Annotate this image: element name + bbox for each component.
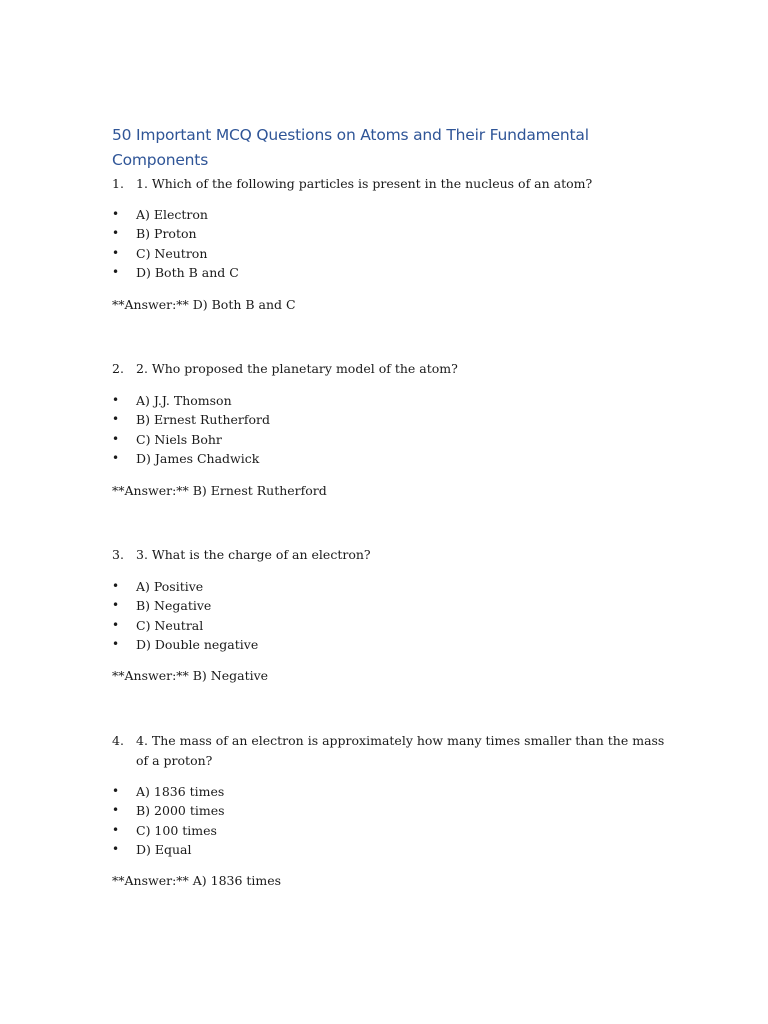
bullet-icon: • bbox=[112, 450, 120, 465]
question-text: 4. The mass of an electron is approximately how many times smaller than the mass of a proton? bbox=[136, 733, 665, 768]
bullet-icon: • bbox=[112, 393, 120, 407]
options-list bbox=[112, 205, 239, 282]
bullet-icon: • bbox=[112, 803, 120, 818]
option-text: A) 1836 times bbox=[136, 784, 225, 799]
option-text: D) Equal bbox=[136, 841, 192, 857]
option-text: C) Niels Bohr bbox=[136, 431, 222, 447]
option-text: A) Positive bbox=[136, 579, 204, 594]
list-item bbox=[112, 782, 225, 801]
bullet-icon: • bbox=[112, 822, 120, 837]
bullet-icon: • bbox=[112, 617, 120, 632]
option-text: C) Neutron bbox=[136, 245, 208, 261]
question-number: 1. bbox=[112, 176, 124, 191]
list-item bbox=[112, 635, 258, 654]
question-text: 1. Which of the following particles is present in the nucleus of an atom? bbox=[136, 176, 593, 191]
list-item bbox=[112, 430, 270, 449]
option-text: C) Neutral bbox=[136, 617, 204, 633]
question-number: 3. bbox=[112, 547, 124, 562]
options-list bbox=[112, 577, 258, 654]
question-number: 4. bbox=[112, 733, 124, 748]
bullet-icon: • bbox=[112, 431, 120, 446]
list-item bbox=[112, 449, 270, 468]
bullet-icon: • bbox=[112, 207, 120, 221]
answer-text: **Answer:** A) 1836 times bbox=[112, 873, 282, 888]
option-text: A) Electron bbox=[136, 207, 208, 222]
options-list bbox=[112, 391, 270, 468]
question-number: 2. bbox=[112, 361, 124, 376]
question-3 bbox=[112, 545, 672, 565]
list-item bbox=[112, 244, 239, 263]
option-text: B) 2000 times bbox=[136, 803, 225, 819]
bullet-icon: • bbox=[112, 579, 120, 593]
option-text: B) Proton bbox=[136, 226, 197, 242]
bullet-icon: • bbox=[112, 598, 120, 613]
bullet-icon: • bbox=[112, 412, 120, 427]
bullet-icon: • bbox=[112, 226, 120, 241]
list-item bbox=[112, 596, 258, 615]
option-text: B) Ernest Rutherford bbox=[136, 412, 271, 428]
question-2 bbox=[112, 359, 672, 379]
list-item bbox=[112, 410, 270, 429]
answer-text: **Answer:** B) Negative bbox=[112, 668, 269, 683]
list-item bbox=[112, 840, 225, 859]
list-item bbox=[112, 577, 258, 596]
answer-text: **Answer:** D) Both B and C bbox=[112, 297, 296, 312]
options-list bbox=[112, 782, 225, 859]
question-4 bbox=[112, 731, 672, 771]
bullet-icon: • bbox=[112, 841, 120, 856]
bullet-icon: • bbox=[112, 245, 120, 260]
list-item bbox=[112, 391, 270, 410]
option-text: D) Double negative bbox=[136, 636, 259, 652]
list-item bbox=[112, 224, 239, 243]
list-item bbox=[112, 616, 258, 635]
list-item bbox=[112, 263, 239, 282]
option-text: D) Both B and C bbox=[136, 264, 239, 280]
option-text: D) James Chadwick bbox=[136, 450, 260, 466]
option-text: C) 100 times bbox=[136, 822, 217, 838]
option-text: B) Negative bbox=[136, 598, 212, 614]
question-text: 3. What is the charge of an electron? bbox=[136, 547, 371, 562]
answer-text: **Answer:** B) Ernest Rutherford bbox=[112, 483, 327, 498]
question-1 bbox=[112, 174, 672, 194]
bullet-icon: • bbox=[112, 636, 120, 651]
option-text: A) J.J. Thomson bbox=[136, 393, 232, 408]
list-item bbox=[112, 821, 225, 840]
document-title: 50 Important MCQ Questions on Atoms and Their Fundamental Components bbox=[112, 126, 589, 169]
bullet-icon: • bbox=[112, 784, 120, 798]
list-item bbox=[112, 205, 239, 224]
question-text: 2. Who proposed the planetary model of the atom? bbox=[136, 361, 458, 376]
list-item bbox=[112, 801, 225, 820]
bullet-icon: • bbox=[112, 264, 120, 279]
